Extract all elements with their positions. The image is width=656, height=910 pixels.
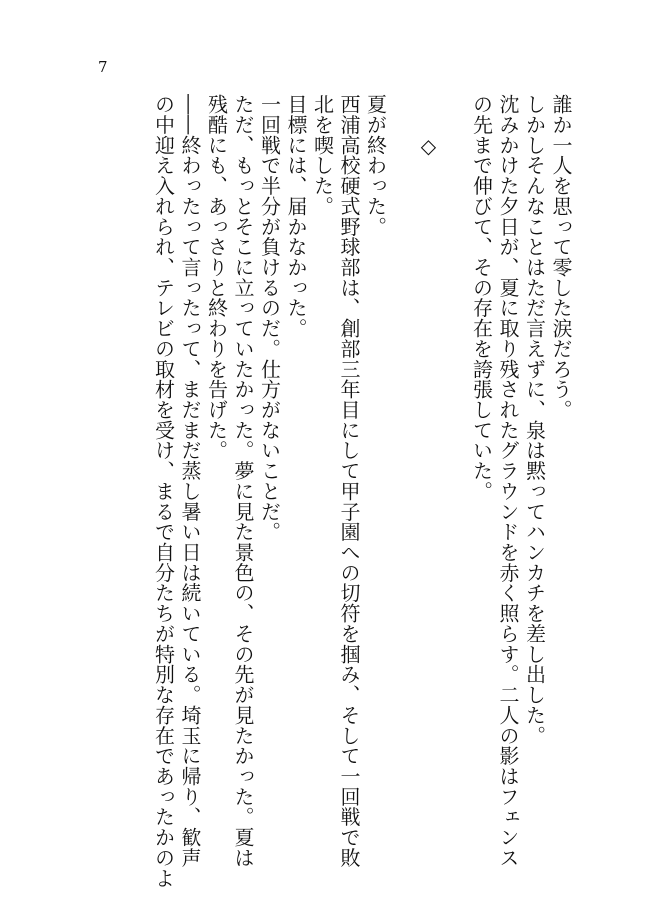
text-line: ――終わったって言ったって、まだまだ蒸し暑い日は続いている。埼玉に帰り、歓声: [178, 94, 202, 868]
blank-line: [442, 94, 469, 884]
text-line: 誰か一人を思って零した涙だろう。: [549, 94, 573, 420]
vertical-text-body: [150, 94, 574, 889]
text-line: しかしそんなことはただ言えずに、泉は黙ってハンカチを差し出した。: [522, 94, 547, 746]
scene-break-ornament: ◇: [416, 134, 441, 159]
text-line: 残酷にも、あっさりと終わりを告げた。: [204, 94, 229, 461]
blank-line: [389, 94, 416, 884]
text-line: 沈みかけた夕日が、夏に取り残されたグラウンドを赤く照らす。二人の影はフェンス: [496, 94, 520, 868]
text-line: ただ、もっとそこに立っていたかった。夢に見た景色の、その先が見たかった。夏は: [231, 94, 255, 868]
text-line: 一回戦で半分が負けるのだ。仕方がないことだ。: [257, 94, 282, 542]
text-line: の中迎え入れられ、テレビの取材を受け、まるで自分たちが特別な存在であったかのよ: [151, 94, 176, 889]
text-line: の先まで伸びて、その存在を誇張していた。: [469, 94, 494, 502]
text-line: 北を喫した。: [310, 94, 335, 217]
page-number: 7: [98, 58, 108, 76]
text-line: 西浦高校硬式野球部は、創部三年目にして甲子園への切符を掴み、そして一回戦で敗: [337, 94, 361, 868]
text-line: 夏が終わった。: [363, 94, 388, 237]
text-line: 目標には、届かなかった。: [284, 94, 308, 339]
